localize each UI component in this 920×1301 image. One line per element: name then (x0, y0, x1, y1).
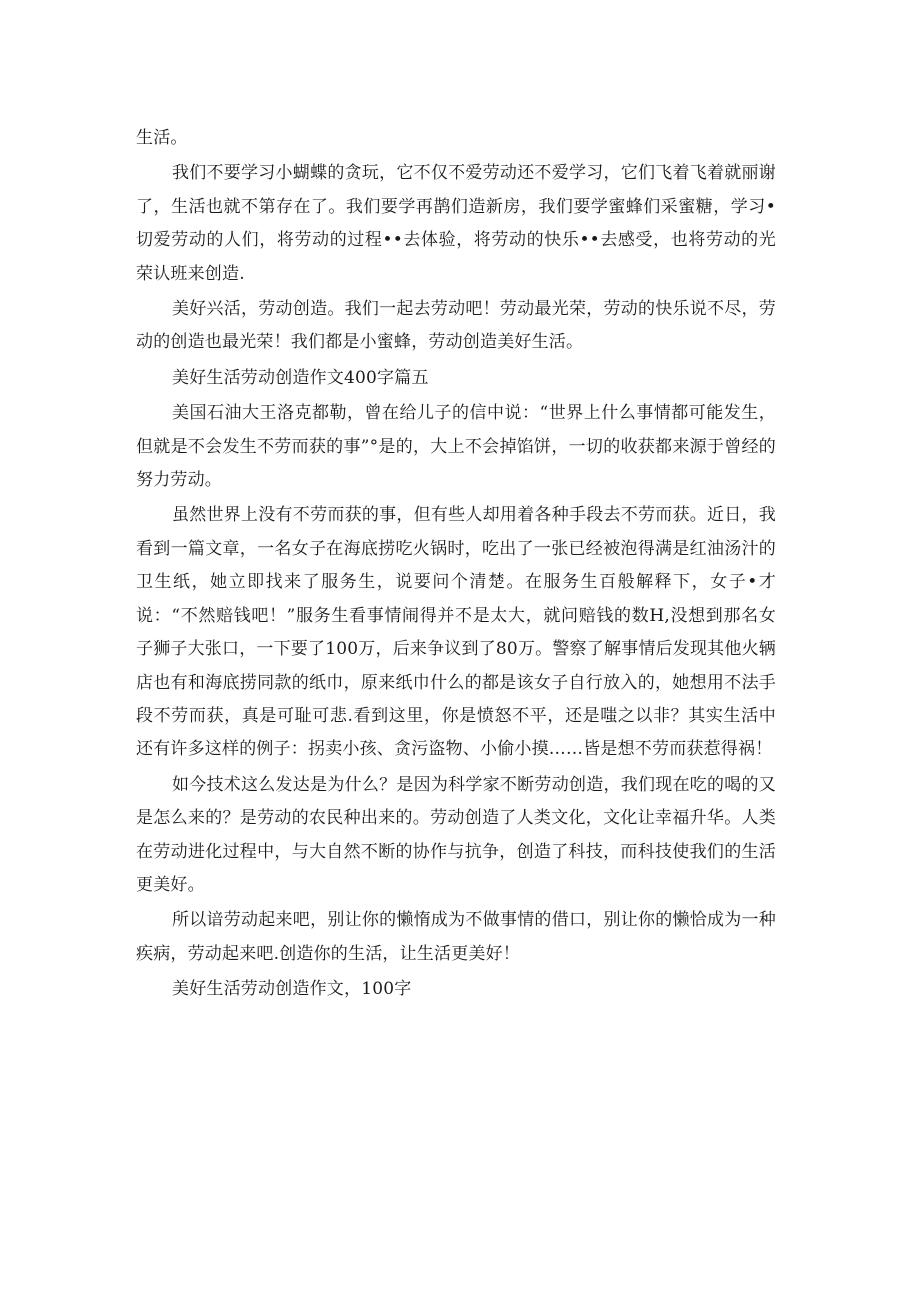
paragraph: 如今技术这么发达是为什么？是因为科学家不断劳动创造，我们现在吃的喝的又是怎么来的？是劳动的农民种出来的。劳动创造了人类文化，文化让幸福升华。人类在劳动进化过程中，与大自然不断的协作与抗争，创造了科技，而科技使我们的生活更美好。 (136, 774, 776, 895)
paragraph: 我们不要学习小蝴蝶的贪玩，它不仅不爱劳动还不爱学习，它们飞着飞着就丽谢了，生活也就不第存在了。我们要学再鹊们造新房，我们要学蜜蜂们采蜜糖，学习•切爱劳动的人们，将劳动的过程••去体验，将劳动的快乐••去感受，也将劳动的光荣认班来创造. (136, 163, 776, 284)
paragraph: 生活。 (136, 128, 188, 148)
document-body (136, 122, 776, 1009)
section-heading: 美好生活劳动创造作文，100字 (172, 979, 412, 1000)
paragraph: 美国石油大王洛克都勒，曾在给儿子的信中说：“世界上什么事情都可能发生，但就是不会发生不劳而获的事”°是的，大上不会掉馅饼，一切的收获都来源于曾经的努力劳动。 (136, 403, 776, 491)
paragraph: 所以谙劳动起来吧，别让你的懒惰成为不做事情的借口，别让你的懒恰成为一种疾病，劳动起来吧.创造你的生活，让生活更美好！ (136, 910, 776, 964)
paragraph: 美好兴活，劳动创造。我们一起去劳动吧！劳动最光荣，劳动的快乐说不尽，劳动的创造也最光荣！我们都是小蜜蜂，劳动创造美好生活。 (136, 299, 776, 353)
paragraph: 虽然世界上没有不劳而获的事，但有些人却用着各种手段去不劳而获。近日，我看到一篇文章，一名女子在海底捞吃火锅时，吃出了一张已经被泡得满是红油汤汁的卫生纸，她立即找来了服务生，说要问个清楚。在服务生百般解释下，女子•才说：“不然赔钱吧！”服务生看事情闹得并不是太大，就问赔钱的数H,没想到那名女子狮子大张口，一下要了100万，后来争议到了80万。警察了解事情后发现其他火辆店也有和海底捞同款的纸巾，原来纸巾什么的都是该女子自行放入的，她想用不法手段不劳而获，真是可耻可悲.看到这里，你是愤怒不平，还是嗤之以非？其实生活中还有许多这样的例子：拐卖小孩、贪污盗物、小偷小摸……皆是想不劳而获惹得祸！ (136, 505, 776, 760)
section-heading: 美好生活劳动创造作文400字篇五 (172, 367, 429, 388)
